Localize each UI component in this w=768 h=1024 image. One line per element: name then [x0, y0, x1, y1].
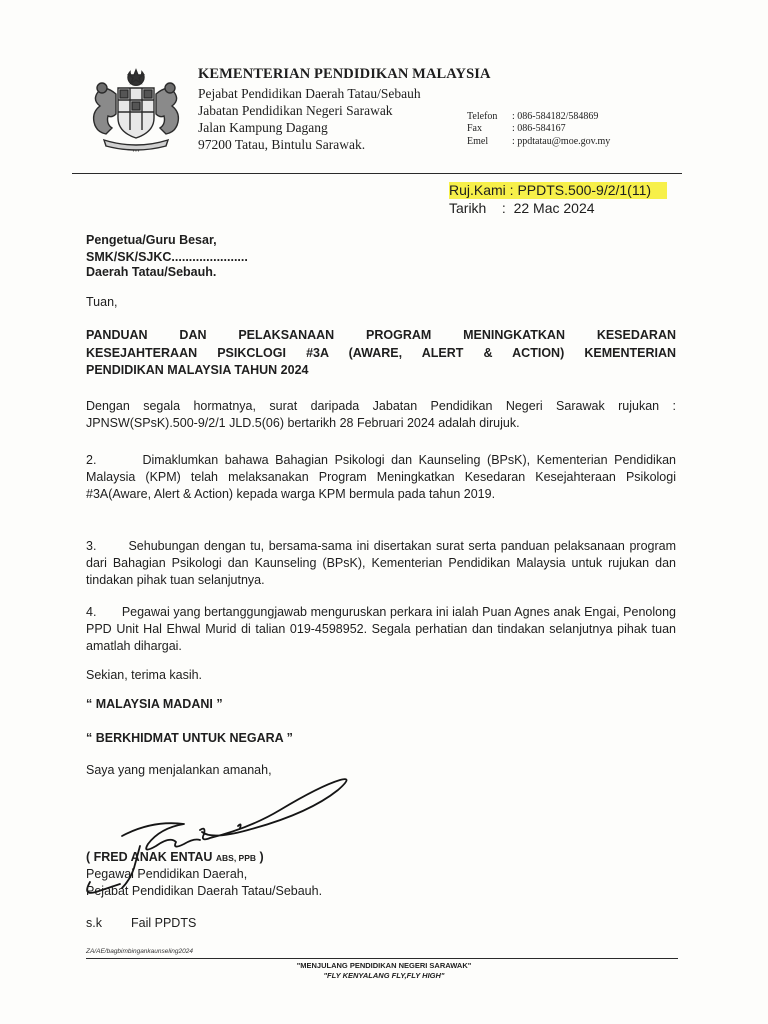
subject-line: KESEJAHTERAAN PSIKCLOGI #3A (AWARE, ALERT & ACTION) KEMENTERIAN	[86, 345, 676, 360]
trust-text: Saya yang menjalankan amanah,	[86, 763, 272, 777]
recipient-title: Pengetua/Guru Besar,	[86, 233, 217, 247]
reference-date: Tarikh : 22 Mac 2024	[449, 200, 595, 216]
footer-tagline: "FLY KENYALANG FLY,FLY HIGH"	[323, 971, 445, 980]
signatory-title: Pegawai Pendidikan Daerah,	[86, 867, 248, 881]
svg-text:• • •: • • •	[132, 148, 140, 153]
signatory-office: Pejabat Pendidikan Daerah Tatau/Sebauh.	[86, 884, 323, 898]
subject-line: PENDIDIKAN MALAYSIA TAHUN 2024	[86, 363, 309, 377]
body-paragraph: 3. Sehubungan dengan tu, bersama-sama ini disertakan surat serta panduan pelaksanaan program dari Bahagian Psikologi dan Kaunseling (BPsK), Kementerian Pendidikan Malaysia untuk rujukan dan tindakan pihak tuan selanjutnya.	[86, 539, 676, 587]
letterhead-street: Jalan Kampung Dagang	[198, 120, 328, 135]
footer-divider	[86, 958, 678, 959]
motto: “ MALAYSIA MADANI ”	[86, 697, 223, 711]
email-label: Emel	[467, 136, 489, 147]
copy-label: s.k	[86, 916, 102, 930]
letterhead-office: Pejabat Pendidikan Daerah Tatau/Sebauh	[198, 86, 421, 101]
recipient-district: Daerah Tatau/Sebauh.	[86, 265, 217, 279]
letterhead-divider	[72, 173, 682, 174]
footer-slogan: "MENJULANG PENDIDIKAN NEGERI SARAWAK"	[296, 961, 472, 970]
ministry-name: KEMENTERIAN PENDIDIKAN MALAYSIA	[198, 66, 491, 82]
letterhead-city: 97200 Tatau, Bintulu Sarawak.	[198, 137, 366, 152]
file-reference: ZA/AE/bagbimbingankaunseling2024	[86, 948, 193, 955]
copy-value: Fail PPDTS	[131, 916, 197, 930]
phone-value: : 086-584182/584869	[512, 111, 599, 122]
body-paragraph: 2. Dimaklumkan bahawa Bahagian Psikologi dan Kaunseling (BPsK), Kementerian Pendidikan Malaysia (KPM) telah melaksanakan Program Meningkatkan Kesedaran Kesejahteraan Psikologi #3A(Aware, Alert & Action) kepada warga KPM bermula pada tahun 2019.	[86, 453, 676, 501]
salutation: Tuan,	[86, 295, 118, 309]
signatory-name-text: ( FRED ANAK ENTAU	[86, 850, 213, 864]
signatory-name	[86, 850, 264, 864]
motto: “ BERKHIDMAT UNTUK NEGARA ”	[86, 731, 293, 745]
closing-text: Sekian, terima kasih.	[86, 668, 203, 682]
email-value: : ppdtatau@moe.gov.my	[512, 136, 611, 147]
recipient-school: SMK/SK/SJKC......................	[86, 250, 248, 264]
signatory-honours: ABS, PPB	[215, 853, 257, 863]
reference-number: Ruj.Kami : PPDTS.500-9/2/1(11)	[449, 182, 652, 198]
subject-line: PANDUAN DAN PELAKSANAAN PROGRAM MENINGKATKAN KESEDARAN	[86, 328, 676, 342]
fax-label: Fax	[467, 123, 482, 134]
signatory-name-close: )	[256, 850, 264, 864]
fax-value: : 086-584167	[512, 123, 566, 134]
coat-of-arms-icon	[84, 66, 188, 156]
letterhead-department: Jabatan Pendidikan Negeri Sarawak	[198, 103, 393, 118]
body-paragraph: 4. Pegawai yang bertanggungjawab menguruskan perkara ini ialah Puan Agnes anak Engai, Penolong PPD Unit Hal Ehwal Murid di talian 019-4598952. Segala perhatian dan tindakan selanjutnya pihak tuan amatlah dihargai.	[86, 605, 676, 653]
letter-subject	[86, 327, 676, 380]
phone-label: Telefon	[467, 111, 498, 122]
body-paragraph: Dengan segala hormatnya, surat daripada Jabatan Pendidikan Negeri Sarawak rujukan : JPNSW(SPsK).500-9/2/1 JLD.5(06) bertarikh 28 Februari 2024 adalah dirujuk.	[86, 399, 676, 430]
